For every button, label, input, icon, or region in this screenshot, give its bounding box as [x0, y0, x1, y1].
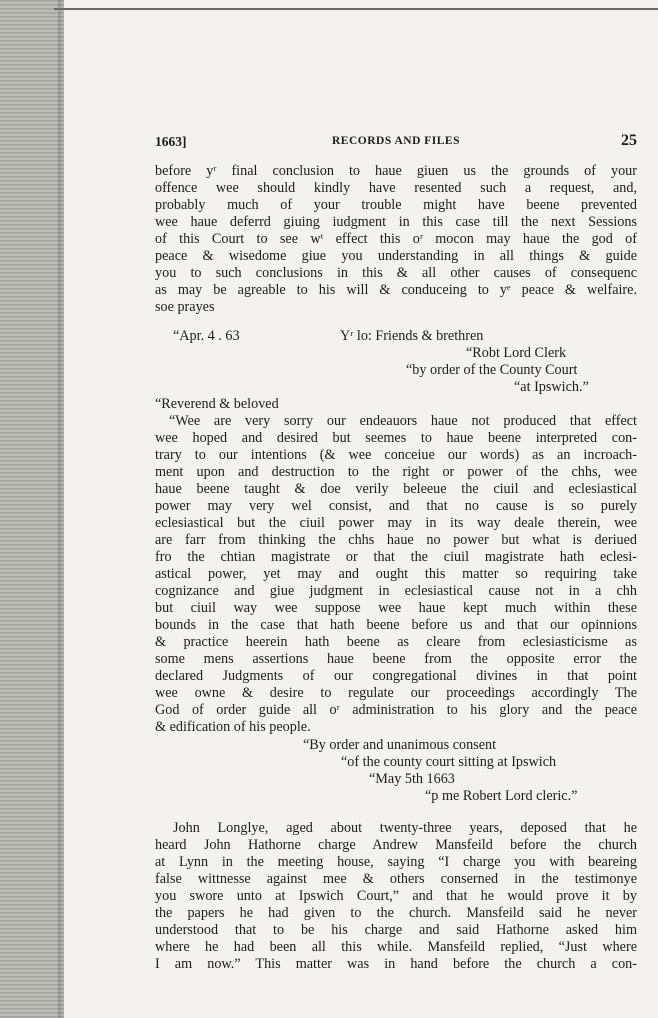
text-line: where he had been all this while. Mansfeild replied, “Just where: [155, 939, 637, 955]
text-line: offence wee should kindly have resented such a request, and,: [155, 180, 637, 196]
text-line: but ciuil way wee suppose wee haue kept much within these: [155, 600, 637, 616]
text-line: the papers he had given to the church. Mansfeild said he never: [155, 905, 637, 921]
text-line: understood that to be his charge and said Hathorne asked him: [155, 922, 637, 938]
text-line: bounds in the case that hath beene before us and that our opinnions: [155, 617, 637, 633]
text-line: you swore unto at Ipswich Court,” and that he would prove it by: [155, 888, 637, 904]
text-line: God of order guide all oʳ administration to his glory and the peace: [155, 702, 637, 718]
text-line: wee owne & desire to regulate our proceedings accordingly The: [155, 685, 637, 701]
letter-date: “Apr. 4 . 63: [173, 328, 240, 344]
text-line: as may be agreable to his will & conduceing to yᵉ peace & welfaire.: [155, 282, 637, 298]
text-line: you to such conclusions in this & all other causes of consequenc: [155, 265, 637, 281]
signature-line: “at Ipswich.”: [514, 379, 589, 395]
text-line: & edification of his people.: [155, 719, 311, 735]
book-gutter-edge: [0, 0, 64, 1018]
signature-line: “By order and unanimous consent: [303, 737, 497, 753]
text-line: wee haue deferrd giuing iudgment in this case till the next Sessions: [155, 214, 637, 230]
header-year: 1663]: [155, 134, 187, 149]
text-line: eclesiastical but the ciuil power may in its way deale therein, wee: [155, 515, 637, 531]
text-line: fro the chtian magistrate or that the ciuil magistrate hath eclesi-: [155, 549, 637, 565]
text-line: peace & wisedome giue you understanding in all things & guide: [155, 248, 637, 264]
text-line: John Longlye, aged about twenty-three years, deposed that he: [173, 820, 637, 836]
signature-line: “by order of the County Court: [406, 362, 578, 378]
text-line: wee hoped and desired but seemes to haue beene interpreted con-: [155, 430, 637, 446]
text-line: heard John Hathorne charge Andrew Mansfeild before the church: [155, 837, 637, 853]
text-line: at Lynn in the meeting house, saying “I charge you with beareing: [155, 854, 637, 870]
signature-line: “May 5th 1663: [369, 771, 455, 787]
text-line: haue beene taught & doe verily beleeue the ciuil and eclesiastical: [155, 481, 637, 497]
text-line: ment upon and destruction to the right or power of the chhs, wee: [155, 464, 637, 480]
header-title: RECORDS AND FILES: [332, 135, 460, 147]
text-line: astical power, yet may and ought this matter so requiring take: [155, 566, 637, 582]
running-header: [155, 134, 637, 152]
signature-line: “p me Robert Lord cleric.”: [425, 788, 578, 804]
text-line: I am now.” This matter was in hand before the church a con-: [155, 956, 637, 972]
text-line: are farr from thinking the chhs haue no power but what is deriued: [155, 532, 637, 548]
text-line: soe prayes: [155, 299, 215, 315]
text-line: declared Judgments of our congregational divines in that point: [155, 668, 637, 684]
text-line: probably much of your trouble might have beene prevented: [155, 197, 637, 213]
salutation: “Reverend & beloved: [155, 396, 279, 412]
text-line: cognizance and giue judgment in eclesiastical cause not in a chh: [155, 583, 637, 599]
text-line: & practice heerein hath beene as cleare from eclesiasticisme as: [155, 634, 637, 650]
page-number: 25: [621, 132, 637, 149]
signature-line: Yʳ lo: Friends & brethren: [340, 328, 484, 344]
signature-line: “of the county court sitting at Ipswich: [341, 754, 557, 770]
text-line: “Wee are very sorry our endeauors haue not produced that effect: [169, 413, 637, 429]
text-line: some mens assertions haue beene from the opposite error the: [155, 651, 637, 667]
text-line: before yʳ final conclusion to haue giuen us the grounds of your: [155, 163, 637, 179]
signature-line: “Robt Lord Clerk: [466, 345, 567, 361]
text-line: of this Court to see wᵗ effect this oʳ mocon may haue the god of: [155, 231, 637, 247]
text-line: power may very wel consist, and that no cause is so purely: [155, 498, 637, 514]
text-line: false wittnesse against mee & others conserned in the testimonye: [155, 871, 637, 887]
top-page-edge: [54, 8, 658, 10]
text-line: trary to our intentions (& wee conceiue our words) as an incroach-: [155, 447, 637, 463]
